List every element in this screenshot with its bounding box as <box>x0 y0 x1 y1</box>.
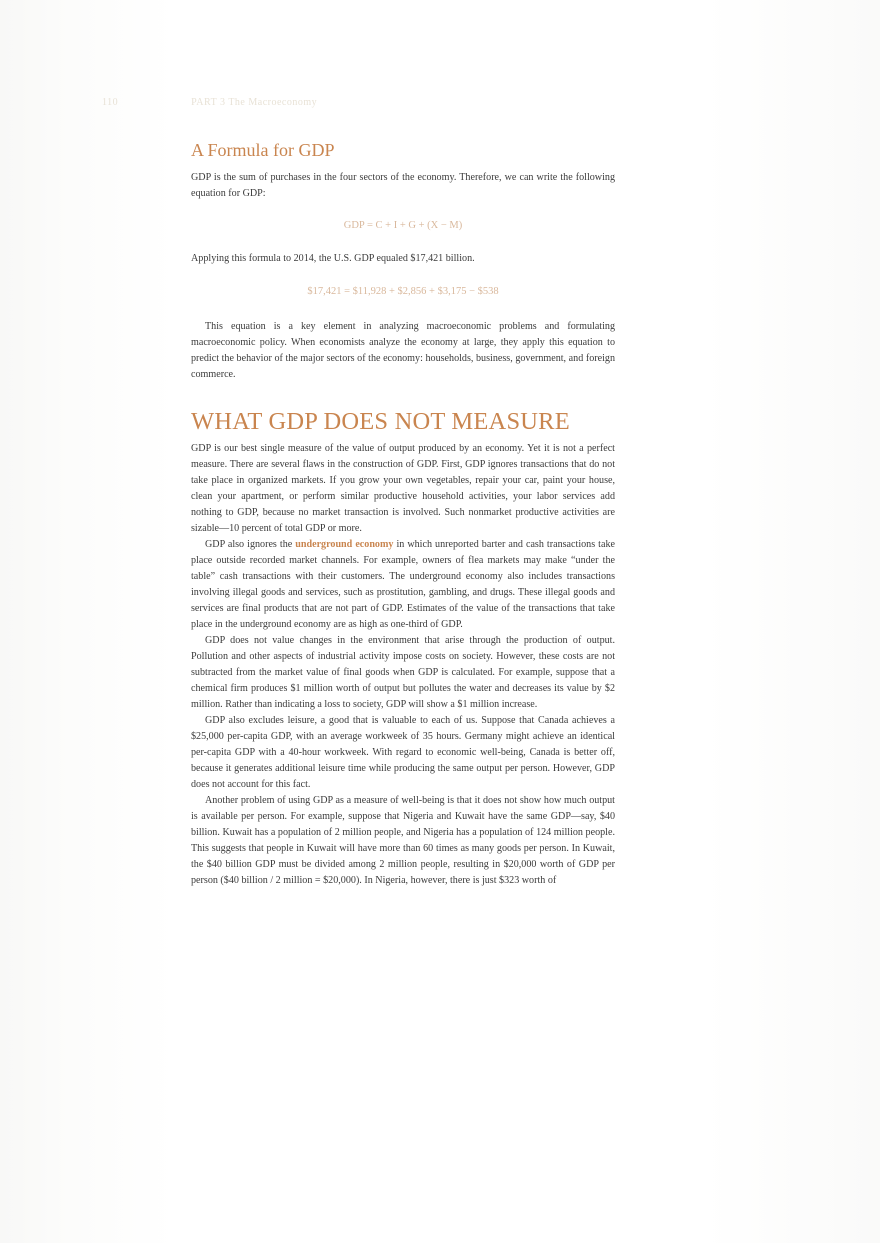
key-term-underground-economy: underground economy <box>295 539 394 550</box>
gdp-equation: GDP = C + I + G + (X − M) <box>343 220 463 231</box>
paragraph-underground-economy <box>191 537 615 633</box>
underground-text-before: GDP also ignores the <box>205 539 296 550</box>
section-heading-formula: A Formula for GDP <box>191 140 335 160</box>
formula-intro-paragraph: GDP is the sum of purchases in the four sectors of the economy. Therefore, we can write the following equation for GDP: <box>191 172 615 199</box>
running-head <box>102 97 317 108</box>
part-label: PART 3 The Macroeconomy <box>191 97 318 108</box>
paragraph-per-person: Another problem of using GDP as a measure of well-being is that it does not show how much output is available per person. For example, suppose that Nigeria and Kuwait have the same GDP—say, $40 billion. Kuwait has a population of 2 million people, and Nigeria has a population of 124 million people. This suggests that people in Kuwait will have more than 60 times as many goods per person. In Kuwait, the $40 billion GDP must be divided among 2 million people, resulting in $20,000 worth of GDP per person ($40 billion / 2 million = $20,000). In Nigeria, however, there is just $323 worth of <box>191 795 615 886</box>
paragraph-nonmarket: GDP is our best single measure of the value of output produced by an economy. Yet it is not a perfect measure. There are several flaws in the construction of GDP. First, GDP ignores transactions that do not take place in organized markets. If you grow your own vegetables, repair your car, paint your house, clean your apartment, or perform similar productive household activities, your labor services add nothing to GDP, because no market transaction is involved. Such nonmarket productive activities are sizable—10 percent of total GDP or more. <box>191 443 615 534</box>
applying-paragraph: Applying this formula to 2014, the U.S. GDP equaled $17,421 billion. <box>191 253 475 264</box>
page-number: 110 <box>102 97 119 108</box>
page-content <box>191 138 615 889</box>
paragraph-environment: GDP does not value changes in the environment that arise through the production of output. Pollution and other aspects of industrial activity impose costs on society. However, these costs are not subtracted from the market value of final goods when GDP is calculated. For example, suppose that a chemical firm produces $1 million worth of output but pollutes the water and decreases its value by $2 million. Rather than indicating a loss to society, GDP will show a $1 million increase. <box>191 635 615 710</box>
paragraph-leisure: GDP also excludes leisure, a good that is valuable to each of us. Suppose that Canada achieves a $25,000 per-capita GDP, with an average workweek of 35 hours. Germany might achieve an identical per-capita GDP with a 40-hour workweek. With regard to economic well-being, Canada is better off, because it generates additional leisure time while producing the same output per person. However, GDP does not account for this fact. <box>191 715 615 790</box>
equation-importance-paragraph: This equation is a key element in analyzing macroeconomic problems and formulating macroeconomic policy. When economists analyze the economy at large, they apply this equation to predict the behavior of the major sectors of the economy: households, business, government, and foreign commerce. <box>191 321 615 380</box>
underground-text-after: in which unreported barter and cash transactions take place outside recorded market channels. For example, owners of flea markets may make “under the table” cash transactions with their customers. The underground economy also includes transactions involving illegal goods and services, such as prostitution, gambling, and drugs. These illegal goods and services are final products that are not part of GDP. Estimates of the value of the transactions that take place in the underground economy are as high as one-third of GDP. <box>191 539 615 630</box>
section-heading-not-measure: WHAT GDP DOES NOT MEASURE <box>191 408 570 435</box>
gdp-numeric-equation: $17,421 = $11,928 + $2,856 + $3,175 − $538 <box>307 286 499 297</box>
